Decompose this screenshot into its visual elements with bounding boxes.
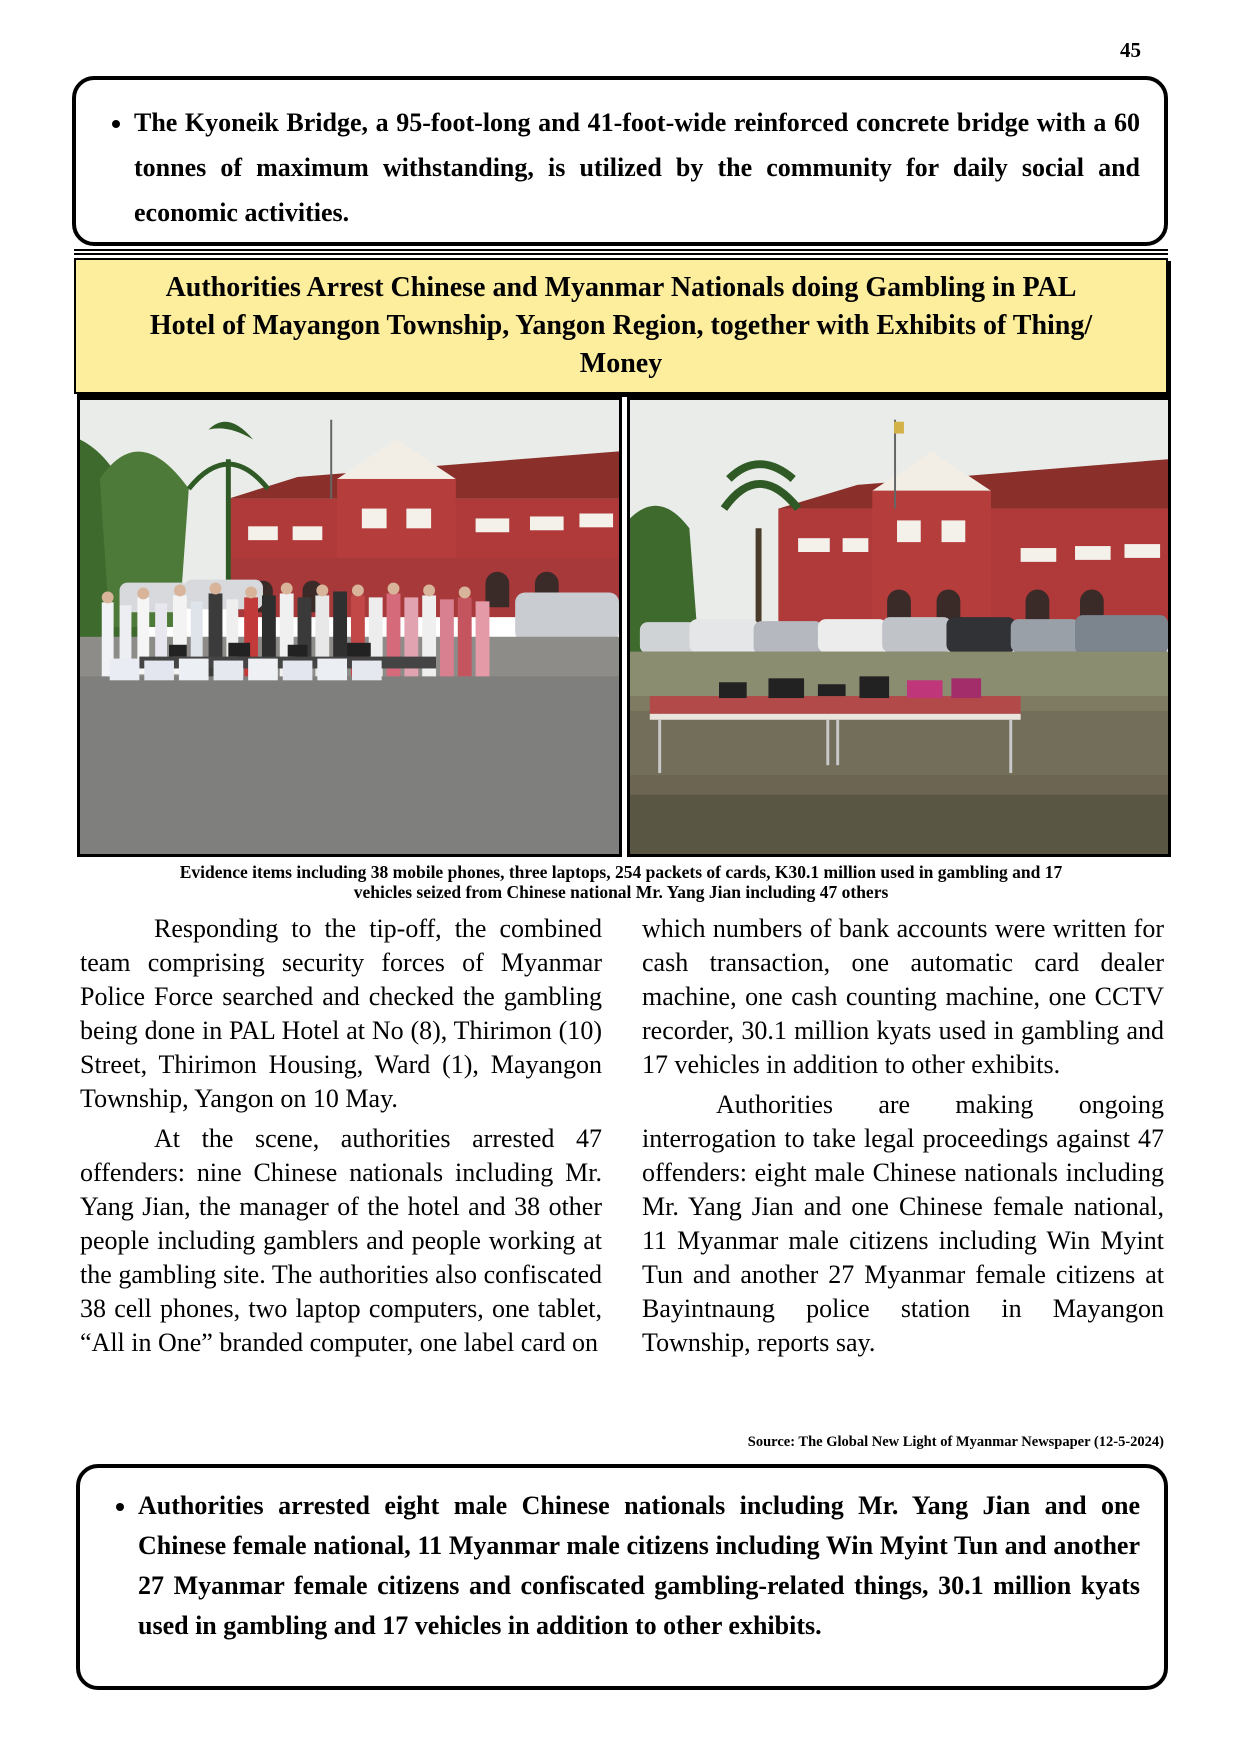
page-number: 45 (1120, 38, 1141, 62)
caption-line-1: Evidence items including 38 mobile phones, three laptops, 254 packets of cards, K30.1 million used in gambling and 17 (179, 862, 1063, 882)
photo-caption (74, 862, 1168, 902)
article-paragraph: which numbers of bank accounts were written for cash transaction, one automatic card dealer machine, one cash counting machine, one CCTV recorder, 30.1 million kyats used in gambling and 17 vehicles in addition to other exhibits. (642, 914, 1164, 1079)
article-paragraph: At the scene, authorities arrested 47 offenders: nine Chinese nationals including Mr. Yang Jian, the manager of the hotel and 38 other people including gamblers and people working at the gambling site. The authorities also confiscated 38 cell phones, two laptop computers, one tablet, “All in One” branded computer, one label card on (80, 1124, 602, 1357)
headline-line-3: Money (579, 348, 663, 379)
article-paragraph: Authorities are making ongoing interrogation to take legal proceedings against 47 offenders: eight male Chinese nationals including Mr. Yang Jian and one Chinese female national, 11 Myanmar male citizens including Win Myint Tun and another 27 Myanmar female citizens at Bayintnaung police station in Mayangon Township, reports say. (642, 1090, 1164, 1357)
summary-bullet-bottom: • Authorities arrested eight male Chinese nationals including Mr. Yang Jian and one Chinese female national, 11 Myanmar male citizens including Win Myint Tun and another 27 Myanmar female citizens and confiscated gambling-related things, 30.1 million kyats used in gambling and 17 vehicles in addition to other exhibits. (138, 1486, 1140, 1646)
photo-group-arrested (77, 397, 622, 857)
article-column-right (642, 912, 1164, 1366)
summary-box-top (72, 76, 1168, 246)
photo-exhibits-table (627, 397, 1171, 857)
divider-line (74, 253, 1168, 255)
article-paragraph: Responding to the tip-off, the combined team comprising security forces of Myanmar Police Force searched and checked the gambling being done in PAL Hotel at No (8), Thirimon (10) Street, Thirimon Housing, Ward (1), Mayangon Township, Yangon on 10 May. (80, 914, 602, 1113)
photo-exhibits-illustration (630, 400, 1168, 854)
caption-line-2: vehicles seized from Chinese national Mr. Yang Jian including 47 others (353, 882, 889, 902)
article-headline (74, 258, 1168, 394)
article-column-left (80, 912, 602, 1366)
headline-line-1: Authorities Arrest Chinese and Myanmar Nationals doing Gambling in PAL (165, 272, 1077, 303)
article-source: Source: The Global New Light of Myanmar Newspaper (12-5-2024) (747, 1434, 1164, 1450)
summary-box-bottom (76, 1464, 1168, 1690)
summary-bullet-top: • The Kyoneik Bridge, a 95-foot-long and 41-foot-wide reinforced concrete bridge with a 60 tonnes of maximum withstanding, is utilized by the community for daily social and economic activities. (134, 100, 1140, 235)
headline-line-2: Hotel of Mayangon Township, Yangon Region, together with Exhibits of Thing/ (149, 310, 1093, 341)
photo-group-illustration (80, 400, 619, 854)
divider-line (74, 249, 1168, 251)
